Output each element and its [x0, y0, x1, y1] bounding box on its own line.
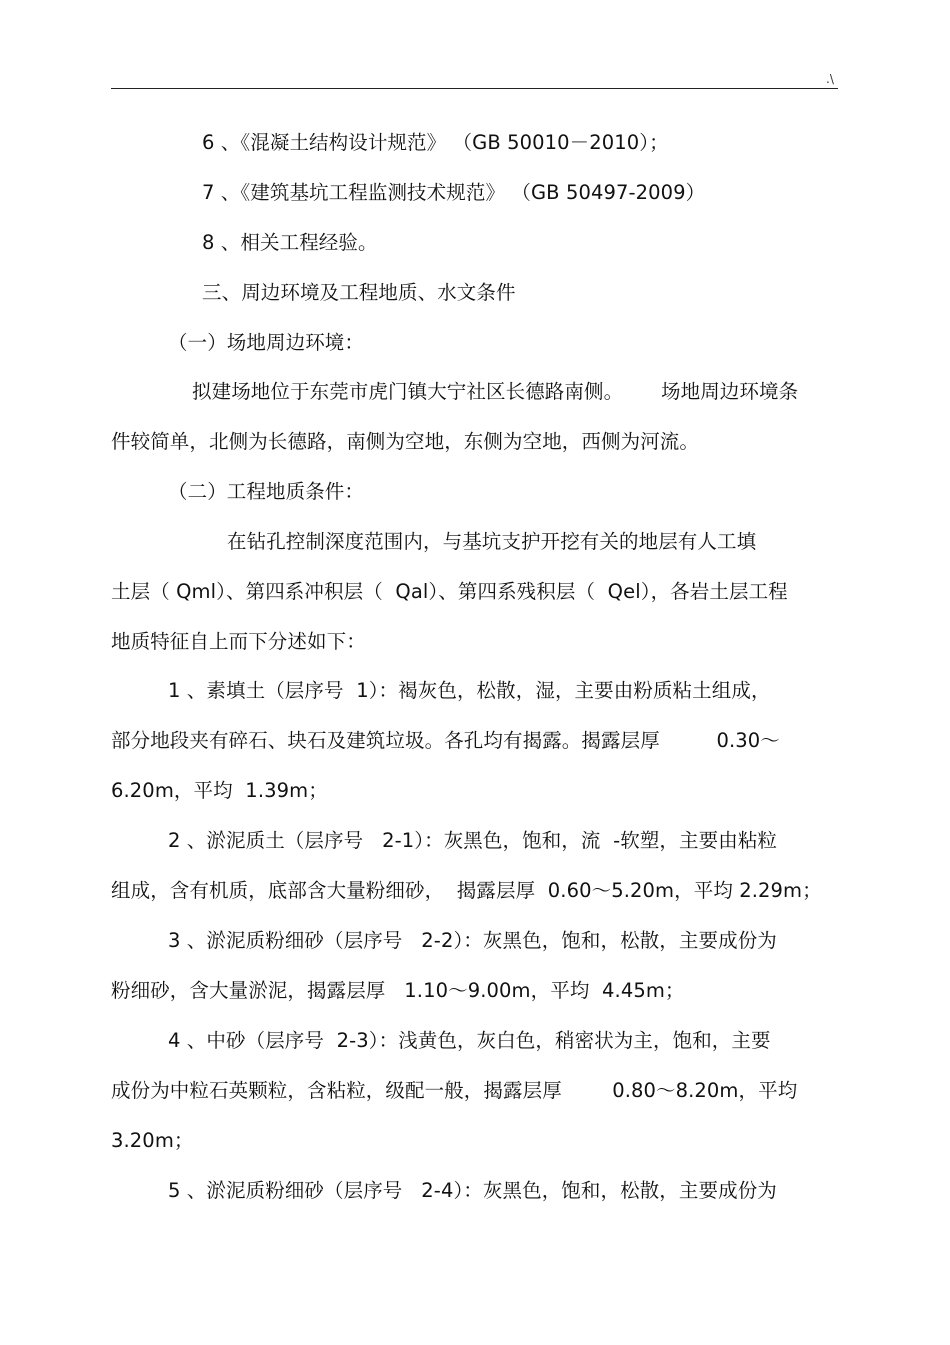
header-rule [111, 88, 838, 89]
text-line: 地质特征自上而下分述如下： [111, 630, 366, 653]
text-line: 7 、《建筑基坑工程监测技术规范》 （GB 50497-2009） [202, 181, 706, 204]
text-line: 2 、淤泥质土（层序号 2-1）：灰黑色，饱和，流 -软塑，主要由粘粒 [168, 829, 778, 852]
text-line: 3.20m； [111, 1129, 194, 1152]
text-line: 8 、相关工程经验。 [202, 231, 378, 254]
text-line: 部分地段夹有碎石、块石及建筑垃圾。各孔均有揭露。揭露层厚 0.30～ [111, 729, 780, 752]
text-line: 件较简单，北侧为长德路，南侧为空地，东侧为空地，西侧为河流。 [111, 430, 700, 453]
text-line: 6 、《混凝土结构设计规范》 （GB 50010－2010）； [202, 131, 669, 154]
text-line: 拟建场地位于东莞市虎门镇大宁社区长德路南侧。 场地周边环境条 [192, 380, 799, 403]
text-line: 3 、淤泥质粉细砂（层序号 2-2）：灰黑色，饱和，松散，主要成份为 [168, 929, 777, 952]
page-header-mark: .\ [826, 72, 834, 86]
text-line: 5 、淤泥质粉细砂（层序号 2-4）：灰黑色，饱和，松散，主要成份为 [168, 1179, 777, 1202]
subsection-heading: （一）场地周边环境： [168, 331, 365, 354]
text-line: 4 、中砂（层序号 2-3）：浅黄色，灰白色，稍密状为主，饱和，主要 [168, 1029, 771, 1052]
section-heading: 三、周边环境及工程地质、水文条件 [202, 281, 516, 304]
text-line: 粉细砂，含大量淤泥，揭露层厚 1.10～9.00m，平均 4.45m； [111, 979, 685, 1002]
text-line: 6.20m，平均 1.39m； [111, 779, 328, 802]
text-line: 土层（ Qml）、第四系冲积层（ Qal）、第四系残积层（ Qel），各岩土层工程 [111, 580, 788, 603]
subsection-heading: （二）工程地质条件： [168, 480, 365, 503]
text-line: 组成，含有机质，底部含大量粉细砂， 揭露层厚 0.60～5.20m，平均 2.29m； [111, 879, 822, 902]
text-line: 在钻孔控制深度范围内，与基坑支护开挖有关的地层有人工填 [227, 530, 757, 553]
text-line: 1 、素填土（层序号 1）：褐灰色，松散，湿，主要由粉质粘土组成， [168, 679, 771, 702]
text-line: 成份为中粒石英颗粒，含粘粒，级配一般，揭露层厚 0.80～8.20m，平均 [111, 1079, 798, 1102]
